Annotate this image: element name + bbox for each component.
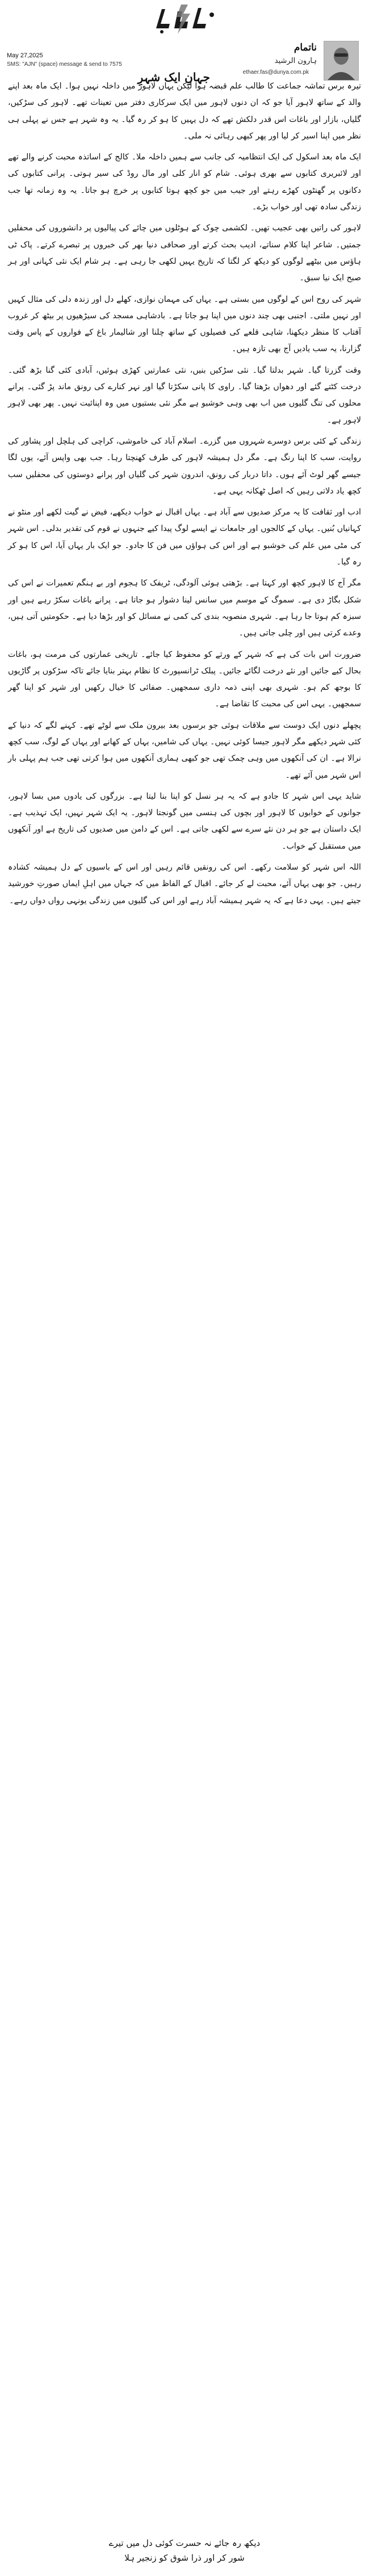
closing-verse: [0, 2536, 369, 2565]
paragraph: ادب اور ثقافت کا یہ مرکز صدیوں سے آباد ہے۔ یہاں اقبال نے خواب دیکھے، فیض نے گیت لکھے اور منٹو نے کہانیاں بُنیں۔ یہاں کے کالجوں اور جامعات نے ایسے لوگ پیدا کیے جنہوں نے قوم کی تقدیر بدلی۔ اس شہر کی مٹی میں علم کی خوشبو ہے اور اس کی ہواؤں میں فن کا جادو۔ جو ایک بار یہاں آیا، اس کا ہو کر رہ گیا۔: [8, 508, 361, 567]
publish-date: May 27,2025: [7, 52, 43, 59]
article-body: [8, 78, 361, 914]
paragraph: زندگی کے کئی برس دوسرے شہروں میں گزرے۔ اسلام آباد کی خاموشی، کراچی کی ہلچل اور پشاور کی روایت، سب کا اپنا رنگ ہے۔ مگر دل ہمیشہ لاہور کی طرف کھنچتا رہا۔ جب بھی واپس آئے، یوں لگا جیسے گھر لوٹ آئے ہوں۔ داتا دربار کی رونق، اندرون شہر کی گلیاں اور پرانے دوستوں کی محفلیں سب کچھ یاد دلاتی رہیں کہ اصل ٹھکانہ یہی ہے۔: [8, 436, 361, 496]
masthead: [0, 0, 369, 40]
lightning-bolt-logo-icon: [145, 3, 224, 35]
paragraph: شہر کی روح اس کے لوگوں میں بستی ہے۔ یہاں کی مہمان نوازی، کھلے دل اور زندہ دلی کی مثال کہیں اور نہیں ملتی۔ اجنبی بھی چند دنوں میں اپنا ہو جاتا ہے۔ بادشاہی مسجد کی سیڑھیوں پر بیٹھ کر غروب آفتاب کا منظر دیکھنا، شاہی قلعے کی فصیلوں کے ساتھ چلنا اور شالیمار باغ کے فواروں کے پاس وقت گزارنا، یہ سب یادیں آج بھی تازہ ہیں۔: [8, 294, 361, 354]
paragraph: اللہ اس شہر کو سلامت رکھے۔ اس کی رونقیں قائم رہیں اور اس کے باسیوں کے دل ہمیشہ کشادہ رہیں۔ جو بھی یہاں آئے، محبت لے کر جائے۔ اقبال کے الفاظ میں کہ جہاں میں اہلِ ایماں صورتِ خورشید جیتے ہیں۔ یہی دعا ہے کہ یہ شہر ہمیشہ آباد رہے اور اس کی گلیوں میں زندگی یونہی رواں دواں رہے۔: [8, 863, 361, 905]
verse-line-1: دیکھ رہ جائے نہ حسرت کوئی دل میں تیرے: [108, 2538, 261, 2548]
paragraph: مگر آج کا لاہور کچھ اور کہتا ہے۔ بڑھتی ہوئی آلودگی، ٹریفک کا ہجوم اور بے ہنگم تعمیرات نے اس کی شکل بگاڑ دی ہے۔ سموگ کے موسم میں سانس لینا دشوار ہو جاتا ہے۔ پرانے باغات سکڑ رہے ہیں اور سبزہ کم ہوتا جا رہا ہے۔ شہری منصوبہ بندی کی کمی نے مسائل کو اور بڑھا دیا ہے۔ حکومتیں آتی ہیں، وعدے کرتی ہیں اور چلی جاتی ہیں۔: [8, 579, 361, 638]
article-title: جہانِ ایک شہرِ: [137, 70, 210, 84]
paragraph: لاہور کی راتیں بھی عجیب تھیں۔ لکشمی چوک کے ہوٹلوں میں چائے کی پیالیوں پر دانشوروں کی محفلیں جمتیں۔ شاعر اپنا کلام سناتے، ادیب بحث کرتے اور صحافی دنیا بھر کی خبروں پر تبصرے کرتے۔ پاک ٹی ہاؤس میں بیٹھے لوگوں کو دیکھ کر لگتا کہ تاریخ یہیں لکھی جا رہی ہے۔ ہر شام ایک نئی کہانی اور ہر صبح ایک نیا سبق۔: [8, 224, 361, 283]
column-name: ناتمام: [293, 42, 317, 53]
author-name: ہارون الرشید: [274, 57, 317, 65]
paragraph: تیرہ برس تماشہ جماعت کا طالب علم قبضہ ہوا لیکن یہاں لاہور میں داخلہ نہیں ہوا۔ ایک ماہ بعد اپنے والد کے ساتھ لاہور آیا جو کہ ان دنوں لاہور میں ایک سرکاری دفتر میں تعینات تھے۔ لاہور کی سڑکیں، گلیاں، بازار اور باغات اس قدر دلکش تھے کہ دل یہیں کا ہو کر رہ گیا۔ یہ وہ شہر ہے جس نے پہلی ہی نظر میں اپنا اسیر کر لیا اور پھر کبھی رہائی نہ ملی۔: [8, 82, 361, 141]
paragraph: پچھلے دنوں ایک دوست سے ملاقات ہوئی جو برسوں بعد بیرون ملک سے لوٹے تھے۔ کہنے لگے کہ دنیا کے کئی شہر دیکھے مگر لاہور جیسا کوئی نہیں۔ یہاں کی شامیں، یہاں کے کھانے اور یہاں کے لوگ، سب کچھ نرالا ہے۔ ان کی آنکھوں میں وہی چمک تھی جو کبھی ہماری آنکھوں میں ہوا کرتی تھی جب ہم پہلی بار اس شہر میں آئے تھے۔: [8, 720, 361, 780]
paragraph: ضرورت اس بات کی ہے کہ شہر کے ورثے کو محفوظ کیا جائے۔ تاریخی عمارتوں کی مرمت ہو، باغات بحال کیے جائیں اور نئے درخت لگائے جائیں۔ پبلک ٹرانسپورٹ کا نظام بہتر بنایا جائے تاکہ سڑکوں پر گاڑیوں کا بوجھ کم ہو۔ شہری بھی اپنی ذمہ داری سمجھیں۔ صفائی کا خیال رکھیں اور شہر کو اپنا گھر سمجھیں۔ یہی اس کی محبت کا تقاضا ہے۔: [8, 650, 361, 709]
author-photo: [324, 41, 359, 81]
paragraph: ایک ماہ بعد اسکول کی ایک انتظامیہ کی جانب سے ہمیں داخلہ ملا۔ کالج کے اساتذہ محبت کرنے والے تھے اور لائبریری کتابوں سے بھری ہوئی۔ شام کو انار کلی اور مال روڈ کی سیر ہوتی۔ پرانی کتابوں کی دکانوں پر گھنٹوں کھڑے رہتے اور جیب میں جو کچھ ہوتا کتابوں پر خرچ ہو جاتا۔ یہ وہ زمانہ تھا جب زندگی سادہ تھی اور خواب بڑے۔: [8, 153, 361, 212]
newspaper-logo: [145, 3, 224, 35]
author-portrait-icon: [324, 41, 358, 80]
paragraph: شاید یہی اس شہر کا جادو ہے کہ یہ ہر نسل کو اپنا بنا لیتا ہے۔ بزرگوں کی یادوں میں بسا لاہور، جوانوں کے خوابوں کا لاہور اور بچوں کی ہنسی میں گونجتا لاہور۔ یہ ایک شہر نہیں، ایک تہذیب ہے۔ ایک داستان ہے جو ہر دن نئے سرے سے لکھی جاتی ہے۔ اس کے دامن میں صدیوں کی تاریخ ہے اور آنکھوں میں مستقبل کے خواب۔: [8, 791, 361, 851]
paragraph: وقت گزرتا گیا۔ شہر بدلتا گیا۔ نئی سڑکیں بنیں، نئی عمارتیں کھڑی ہوئیں، آبادی کئی گنا بڑھ گئی۔ درخت کٹتے گئے اور دھواں بڑھتا گیا۔ راوی کا پانی سکڑتا گیا اور نہر کنارے کی رونق ماند پڑ گئی۔ پرانے محلوں کی تنگ گلیوں میں اب بھی وہی خوشبو ہے مگر نئی بستیوں میں وہ اپنائیت نہیں۔ پھر بھی لاہور لاہور ہے۔: [8, 365, 361, 425]
sms-instruction: SMS: "AJN" (space) message & send to 7575: [7, 61, 122, 68]
verse-line-2: شور کر اور ذرا شوق کو زنجیر ہلا: [124, 2553, 245, 2563]
author-email[interactable]: ethaer.fas@dunya.com.pk: [242, 69, 309, 75]
